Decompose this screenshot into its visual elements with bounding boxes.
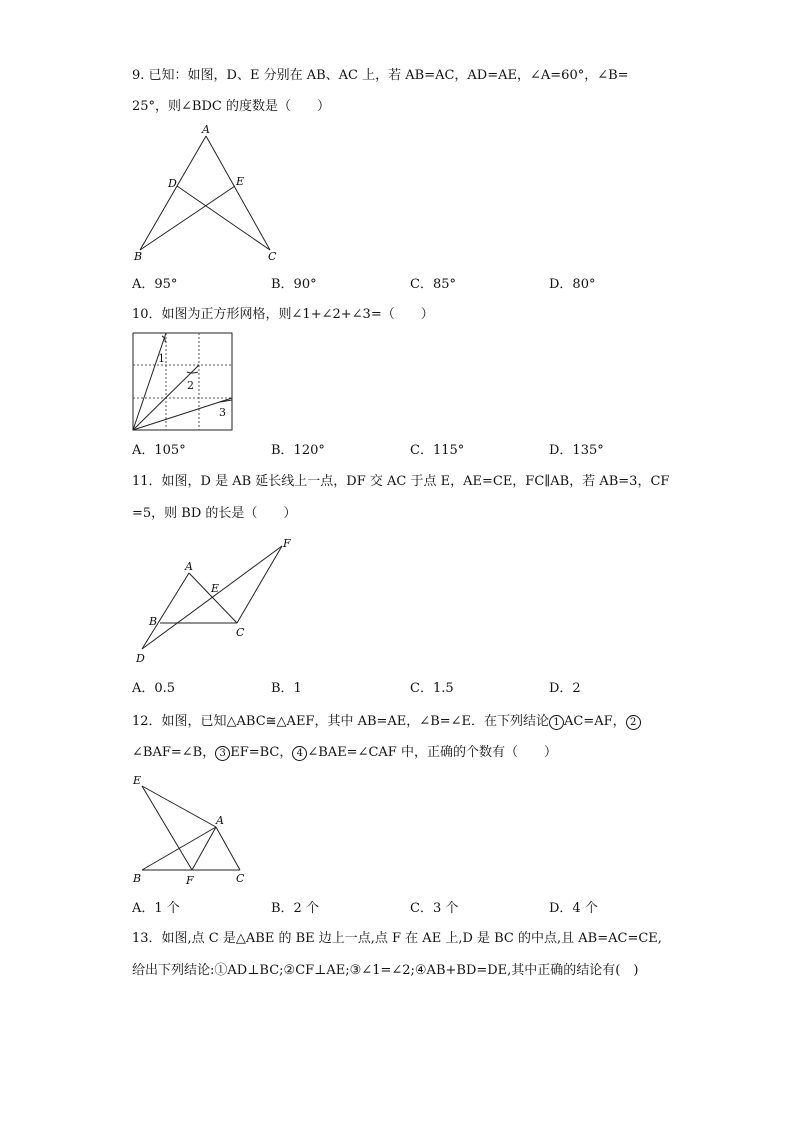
q12-label-f: F [186, 874, 194, 887]
q12-figure [130, 770, 260, 890]
q12-conclusion-1: AC=AF， [564, 714, 626, 729]
q9-option-a[interactable]: A．95° [132, 277, 178, 292]
q13-stem-line2: 给出下列结论:①AD⊥BC;②CF⊥AE;③∠1=∠2;④AB+BD=DE,其中正确的结论有( ) [132, 963, 639, 978]
q12-stem-line1 [132, 713, 641, 731]
q11-label-f: F [283, 537, 291, 550]
q10-ray-3 [133, 398, 232, 430]
q10-option-d[interactable]: D．135° [549, 443, 604, 458]
q12-label-a: A [216, 814, 224, 827]
q10-grid-figure [132, 332, 236, 432]
q10-angle-label-3: 3 [219, 406, 226, 419]
q12-side-ac [216, 827, 240, 870]
q9-side-ac [206, 136, 270, 250]
q11-line-df [142, 546, 282, 649]
q12-option-b[interactable]: B．2 个 [271, 901, 319, 916]
q10-angle-label-2: 2 [187, 379, 194, 392]
q12-side-ef [142, 786, 192, 870]
q10-angle-arc-2 [187, 372, 198, 373]
q12-option-d[interactable]: D．4 个 [549, 901, 598, 916]
q9-label-b: B [134, 250, 143, 263]
q12-circle-1: 1 [549, 715, 564, 730]
q11-option-b[interactable]: B．1 [271, 681, 302, 696]
q11-stem-line2: =5，则 BD 的长是（ ） [132, 506, 297, 521]
q9-stem-line2: 25°，则∠BDC 的度数是（ ） [132, 99, 330, 114]
q10-stem: 10．如图为正方形网格，则∠1+∠2+∠3=（ ） [132, 307, 434, 322]
q9-segment-dc [177, 186, 270, 250]
q9-label-a: A [202, 123, 210, 136]
q11-option-d[interactable]: D．2 [549, 681, 581, 696]
q9-label-e: E [236, 175, 245, 188]
q10-option-c[interactable]: C．115° [410, 443, 465, 458]
q11-label-b: B [149, 615, 158, 628]
q11-label-e: E [211, 582, 220, 595]
q11-label-d: D [136, 652, 145, 665]
q11-line-ad [142, 573, 189, 649]
q11-option-c[interactable]: C．1.5 [410, 681, 454, 696]
q12-circle-2: 2 [626, 715, 641, 730]
q9-side-ab [140, 136, 206, 250]
q11-segment-cf [237, 546, 282, 623]
q9-figure [128, 124, 288, 264]
q9-stem-line1: 9. 已知：如图，D、E 分别在 AB、AC 上，若 AB=AC，AD=AE，∠A=60°，∠B= [132, 68, 629, 83]
q9-segment-eb [140, 186, 235, 250]
q11-figure [132, 534, 302, 669]
q12-option-a[interactable]: A．1 个 [132, 901, 180, 916]
q9-option-c[interactable]: C．85° [410, 277, 456, 292]
q11-stem-line1: 11．如图，D 是 AB 延长线上一点，DF 交 AC 于点 E，AE=CE，FC∥AB，若 AB=3，CF [132, 474, 670, 489]
q12-circle-3: 3 [215, 746, 230, 761]
q9-option-b[interactable]: B．90° [271, 277, 317, 292]
q12-stem-text: 12．如图，已知△ABC≅△AEF，其中 AB=AE，∠B=∠E．在下列结论 [132, 714, 550, 729]
q13-stem-line1: 13．如图,点 C 是△ABE 的 BE 边上一点,点 F 在 AE 上,D 是 BC 的中点,且 AB=AC=CE, [132, 931, 662, 946]
q12-option-c[interactable]: C．3 个 [410, 901, 459, 916]
q12-conclusion-4: ∠BAE=∠CAF 中，正确的个数有（ ） [307, 745, 557, 760]
q12-label-e: E [133, 774, 142, 787]
q12-side-ea [142, 786, 216, 827]
q10-option-a[interactable]: A．105° [132, 443, 186, 458]
q10-ray-1 [133, 333, 166, 430]
q9-option-d[interactable]: D．80° [549, 277, 596, 292]
q12-side-ba [142, 827, 216, 870]
q9-label-c: C [268, 250, 277, 263]
q12-label-c: C [236, 872, 245, 885]
q10-option-b[interactable]: B．120° [271, 443, 325, 458]
q11-label-c: C [236, 626, 245, 639]
q12-conclusion-2: ∠BAF=∠B， [132, 745, 216, 760]
q12-circle-4: 4 [292, 746, 307, 761]
q10-angle-label-1: 1 [158, 352, 165, 365]
q9-label-d: D [168, 177, 177, 190]
q11-label-a: A [185, 560, 193, 573]
q12-stem-line2 [132, 744, 557, 762]
q12-conclusion-3: EF=BC， [230, 745, 293, 760]
q11-option-a[interactable]: A．0.5 [132, 681, 176, 696]
q12-label-b: B [133, 872, 142, 885]
q11-side-ac [189, 573, 237, 623]
